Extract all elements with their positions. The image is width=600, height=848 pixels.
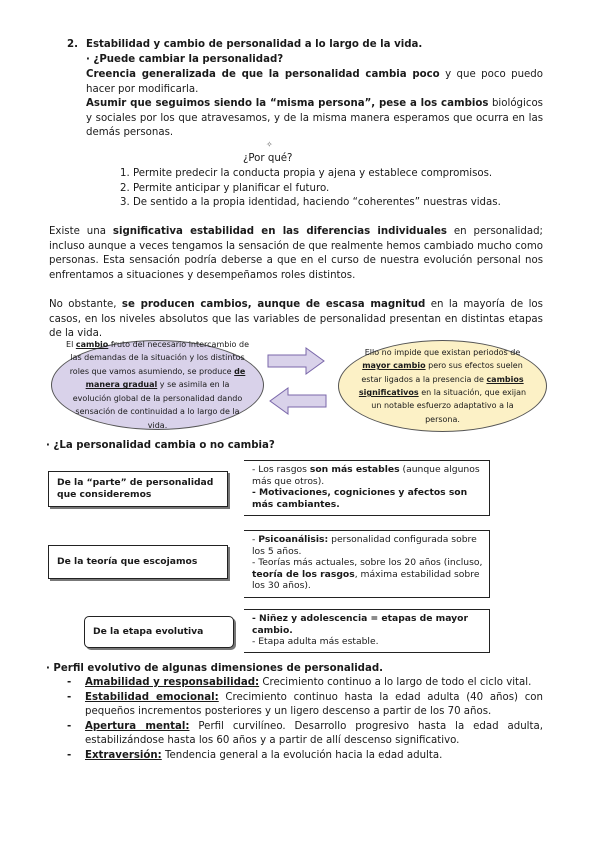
profile-list [67, 676, 543, 764]
list-item-name: Amabilidad y responsabilidad: [85, 677, 260, 688]
list-item: - Estabilidad emocional: Crecimiento continuo hasta la edad adulta (40 años) con pequeños incrementos posteriores y un ligero descenso a partir de los 70 años. [67, 691, 543, 718]
list-item-name: Extraversión: [85, 749, 162, 761]
belief-rest: y que poco puedo hacer por modificarla. [86, 69, 544, 95]
details-traits: - Los rasgos son más estables (aunque algunos más que otros). [252, 464, 480, 487]
details-life-stage [244, 609, 490, 653]
changes-text-b: en la mayoría de los casos, en los niveles absolutos que las variables de personalidad presentan en distintas etapas de la vida. [49, 299, 543, 340]
list-item-text: Tendencia general a la evolución hacia la edad adulta. [161, 749, 443, 761]
greater-change-text: Ello no impide que existan periodos de mayor cambio pero sus efectos suelen estar ligados a la presencia de cambios significativos en la situación, que exijan un notable esfuerzo adaptativo a la persona. [358, 347, 527, 424]
list-item-text: Crecimiento continuo hasta la edad adulta (40 años) con pequeños incrementos posteriores y un ligero descenso a partir de los 70 años. [85, 691, 543, 718]
list-item-text: Perfil curvilíneo. Desarrollo progresivo hasta la edad adulta, estabilizándose hasta los 60 años y a partir de allí descenso significativo. [85, 720, 543, 747]
reason-item: 3. De sentido a la propia identidad, haciendo “coherentes” nuestras vidas. [120, 197, 501, 209]
assume-rest: biológicos y sociales por los que atravesamos, y de la misma manera esperamos que ocurra en las demás personas. [86, 98, 543, 139]
details-theory [244, 530, 490, 598]
sparkle-icon: ✧ [266, 140, 273, 149]
greater-change-ellipse [338, 340, 547, 432]
stability-bold: significativa estabilidad en las diferencias individuales [112, 226, 447, 237]
belief-paragraph [86, 68, 543, 97]
list-item: - Apertura mental: Perfil curvilíneo. Desarrollo progresivo hasta la edad adulta, estabilizándose hasta los 60 años y a partir de allí descenso significativo. [67, 720, 543, 747]
reason-item: 2. Permite anticipar y planificar el futuro. [120, 182, 330, 194]
box-theory [48, 545, 228, 579]
reason-item: 1. Permite predecir la conducta propia y ajena y establece compromisos. [120, 168, 493, 179]
list-item: - Amabilidad y responsabilidad: Crecimiento continuo a lo largo de todo el ciclo vital. [67, 677, 532, 688]
belief-bold: Creencia generalizada de que la personalidad cambia poco [86, 69, 440, 80]
arrow-right-shape [268, 348, 324, 374]
gradual-change-text: El cambio fruto del necesario intercambio de las demandas de la situación y los distintos roles que vamos asumiendo, se produce de manera gradual y se asimila en la evolución global de la personalidad dando sensación de continuidad a lo largo de la vida. [66, 340, 249, 430]
details-personality-part [244, 460, 490, 516]
details-adulthood: - Etapa adulta más estable. [252, 636, 379, 648]
change-question: · ¿La personalidad cambia o no cambia? [46, 440, 275, 451]
list-item-name: Estabilidad emocional: [85, 691, 219, 703]
box-personality-part-label: De la “parte” de personalidad que consideremos [57, 477, 214, 500]
list-item-name: Apertura mental: [85, 720, 190, 732]
details-motivations: - Motivaciones, cogniciones y afectos son más cambiantes. [252, 487, 468, 510]
arrow-left-shape [270, 388, 326, 414]
changes-bold: se producen cambios, aunque de escasa magnitud [121, 299, 426, 310]
section-number: 2. [67, 39, 78, 50]
arrow-right-icon [266, 346, 328, 376]
arrow-left-icon [266, 386, 328, 416]
changes-paragraph [49, 298, 543, 342]
stability-text-b: en personalidad; incluso aunque a veces tengamos la sensación de que realmente hemos cambiado mucho como personas. Esta sensación podría deberse a que en el curso de nuestra evolución personal nos enfrentamos a situaciones y desempeñamos roles distintos. [49, 226, 543, 281]
box-life-stage-label: De la etapa evolutiva [93, 626, 204, 637]
section-title: Estabilidad y cambio de personalidad a lo largo de la vida. [86, 39, 423, 50]
question-heading: · ¿Puede cambiar la personalidad? [86, 54, 284, 65]
details-psychoanalysis: - Psicoanálisis: personalidad configurada sobre los 5 años. [252, 534, 477, 557]
stability-paragraph [49, 225, 543, 283]
box-life-stage [84, 616, 234, 648]
list-item: - Extraversión: Tendencia general a la evolución hacia la edad adulta. [67, 749, 443, 761]
changes-text-a: No obstante, [49, 299, 122, 310]
profile-title: · Perfil evolutivo de algunas dimensiones de personalidad. [46, 663, 384, 674]
box-personality-part [48, 471, 228, 507]
stability-text-a: Existe una [49, 226, 113, 237]
assume-bold: Asumir que seguimos siendo la “misma persona”, pese a los cambios [86, 98, 489, 109]
gradual-change-ellipse [51, 340, 264, 430]
why-label: ¿Por qué? [243, 153, 293, 164]
assume-paragraph [86, 97, 543, 141]
list-item-text: Crecimiento continuo a lo largo de todo el ciclo vital. [259, 677, 532, 688]
details-childhood: - Niñez y adolescencia = etapas de mayor cambio. [252, 613, 468, 636]
details-modern-theories: - Teorías más actuales, sobre los 20 años (incluso, teoría de los rasgos, máxima estabilidad sobre los 30 años). [252, 557, 483, 592]
box-theory-label: De la teoría que escojamos [57, 556, 198, 567]
reasons-list [120, 167, 501, 211]
